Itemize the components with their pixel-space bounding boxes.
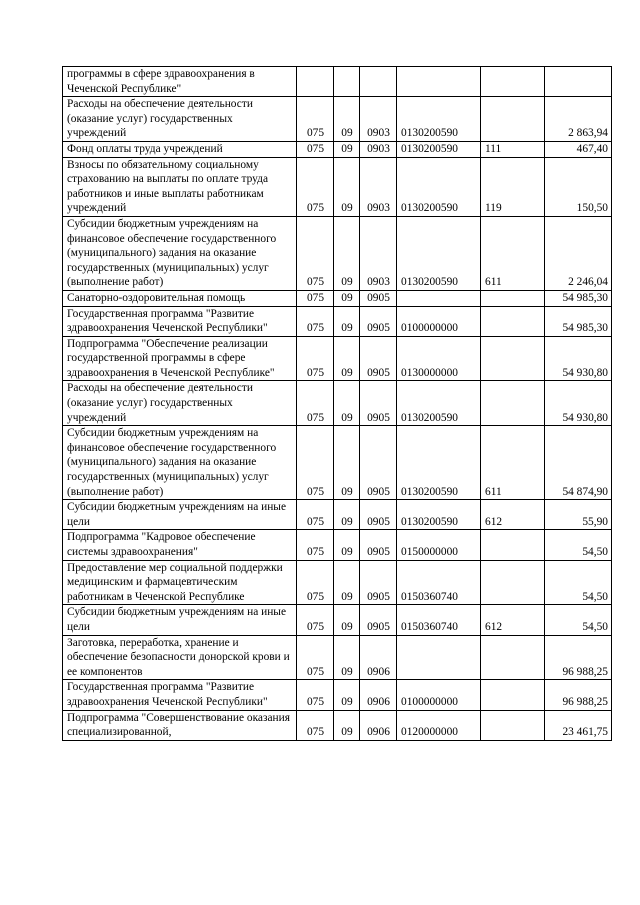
row-csr-code: 0150360740 — [397, 560, 481, 605]
row-rz-code: 09 — [334, 500, 360, 530]
row-sum: 150,50 — [545, 157, 612, 216]
row-name: Субсидии бюджетным учреждениям на иные цели — [63, 605, 297, 635]
row-pr-code: 0905 — [360, 530, 397, 560]
row-gr-code: 075 — [297, 605, 334, 635]
row-name: Расходы на обеспечение деятельности (оказание услуг) государственных учреждений — [63, 97, 297, 142]
table-row — [63, 635, 612, 680]
row-csr-code: 0100000000 — [397, 680, 481, 710]
row-pr-code: 0903 — [360, 97, 397, 142]
table-row — [63, 605, 612, 635]
table-row — [63, 216, 612, 290]
row-sum: 2 863,94 — [545, 97, 612, 142]
row-vr-code — [481, 560, 545, 605]
row-sum: 2 246,04 — [545, 216, 612, 290]
row-pr-code: 0905 — [360, 381, 397, 426]
table-row — [63, 530, 612, 560]
row-sum: 54,50 — [545, 530, 612, 560]
row-sum: 55,90 — [545, 500, 612, 530]
row-pr-code: 0906 — [360, 680, 397, 710]
row-pr-code: 0906 — [360, 710, 397, 740]
row-vr-code — [481, 635, 545, 680]
row-rz-code: 09 — [334, 290, 360, 306]
row-sum: 467,40 — [545, 141, 612, 157]
table-body — [63, 67, 612, 741]
row-csr-code: 0130000000 — [397, 336, 481, 381]
row-rz-code: 09 — [334, 605, 360, 635]
row-name: Государственная программа "Развитие здравоохранения Чеченской Республики" — [63, 680, 297, 710]
row-name: Фонд оплаты труда учреждений — [63, 141, 297, 157]
row-vr-code: 612 — [481, 605, 545, 635]
row-vr-code — [481, 680, 545, 710]
row-vr-code — [481, 97, 545, 142]
row-name: Субсидии бюджетным учреждениям на иные цели — [63, 500, 297, 530]
row-pr-code: 0905 — [360, 500, 397, 530]
row-csr-code: 0130200590 — [397, 157, 481, 216]
row-rz-code: 09 — [334, 381, 360, 426]
row-pr-code: 0906 — [360, 635, 397, 680]
row-gr-code: 075 — [297, 530, 334, 560]
row-rz-code: 09 — [334, 680, 360, 710]
row-name: Подпрограмма "Совершенствование оказания специализированной, — [63, 710, 297, 740]
row-csr-code: 0130200590 — [397, 500, 481, 530]
row-pr-code: 0903 — [360, 157, 397, 216]
row-vr-code — [481, 67, 545, 97]
row-csr-code: 0150000000 — [397, 530, 481, 560]
table-row — [63, 67, 612, 97]
row-gr-code: 075 — [297, 336, 334, 381]
row-gr-code: 075 — [297, 306, 334, 336]
row-gr-code: 075 — [297, 680, 334, 710]
row-sum: 54 874,90 — [545, 426, 612, 500]
row-name: Государственная программа "Развитие здравоохранения Чеченской Республики" — [63, 306, 297, 336]
table-row — [63, 157, 612, 216]
row-gr-code: 075 — [297, 157, 334, 216]
budget-table — [62, 66, 612, 741]
row-vr-code: 612 — [481, 500, 545, 530]
row-vr-code — [481, 290, 545, 306]
row-gr-code: 075 — [297, 381, 334, 426]
row-sum: 96 988,25 — [545, 680, 612, 710]
row-rz-code: 09 — [334, 306, 360, 336]
row-pr-code: 0905 — [360, 336, 397, 381]
row-name: Расходы на обеспечение деятельности (оказание услуг) государственных учреждений — [63, 381, 297, 426]
table-row — [63, 381, 612, 426]
row-vr-code — [481, 336, 545, 381]
row-pr-code: 0905 — [360, 560, 397, 605]
row-gr-code: 075 — [297, 290, 334, 306]
table-row — [63, 680, 612, 710]
row-pr-code — [360, 67, 397, 97]
row-vr-code: 611 — [481, 216, 545, 290]
row-csr-code: 0130200590 — [397, 216, 481, 290]
row-gr-code: 075 — [297, 216, 334, 290]
row-csr-code: 0130200590 — [397, 141, 481, 157]
row-vr-code: 111 — [481, 141, 545, 157]
row-csr-code: 0130200590 — [397, 381, 481, 426]
table-row — [63, 426, 612, 500]
row-rz-code: 09 — [334, 336, 360, 381]
row-gr-code: 075 — [297, 426, 334, 500]
table-row — [63, 141, 612, 157]
row-pr-code: 0905 — [360, 426, 397, 500]
row-gr-code: 075 — [297, 97, 334, 142]
row-vr-code — [481, 381, 545, 426]
row-sum: 54,50 — [545, 560, 612, 605]
row-pr-code: 0903 — [360, 141, 397, 157]
row-csr-code — [397, 290, 481, 306]
row-sum: 54 930,80 — [545, 336, 612, 381]
row-rz-code: 09 — [334, 635, 360, 680]
row-rz-code — [334, 67, 360, 97]
row-name: Взносы по обязательному социальному страхованию на выплаты по оплате труда работников и иные выплаты работникам учреждений — [63, 157, 297, 216]
row-name: Предоставление мер социальной поддержки медицинским и фармацевтическим работникам в Чеченской Республике — [63, 560, 297, 605]
row-csr-code — [397, 635, 481, 680]
row-rz-code: 09 — [334, 560, 360, 605]
row-rz-code: 09 — [334, 157, 360, 216]
row-vr-code — [481, 306, 545, 336]
table-row — [63, 710, 612, 740]
table-row — [63, 97, 612, 142]
row-name: Подпрограмма "Кадровое обеспечение системы здравоохранения" — [63, 530, 297, 560]
row-rz-code: 09 — [334, 530, 360, 560]
row-vr-code: 119 — [481, 157, 545, 216]
table-row — [63, 560, 612, 605]
row-rz-code: 09 — [334, 710, 360, 740]
row-vr-code: 611 — [481, 426, 545, 500]
row-name: Субсидии бюджетным учреждениям на финансовое обеспечение государственного (муниципального) задания на оказание государственных (муниципальных) услуг (выполнение работ) — [63, 216, 297, 290]
row-csr-code: 0150360740 — [397, 605, 481, 635]
row-sum: 96 988,25 — [545, 635, 612, 680]
row-sum: 54,50 — [545, 605, 612, 635]
row-sum: 54 985,30 — [545, 290, 612, 306]
table-row — [63, 500, 612, 530]
row-vr-code — [481, 710, 545, 740]
table-row — [63, 306, 612, 336]
row-sum: 23 461,75 — [545, 710, 612, 740]
table-row — [63, 336, 612, 381]
row-pr-code: 0905 — [360, 605, 397, 635]
row-name: Санаторно-оздоровительная помощь — [63, 290, 297, 306]
row-pr-code: 0905 — [360, 290, 397, 306]
row-csr-code — [397, 67, 481, 97]
row-gr-code — [297, 67, 334, 97]
row-name: Подпрограмма "Обеспечение реализации государственной программы в сфере здравоохранения в Чеченской Республике" — [63, 336, 297, 381]
row-name: Заготовка, переработка, хранение и обеспечение безопасности донорской крови и ее компонентов — [63, 635, 297, 680]
row-rz-code: 09 — [334, 426, 360, 500]
row-gr-code: 075 — [297, 500, 334, 530]
row-rz-code: 09 — [334, 97, 360, 142]
row-pr-code: 0905 — [360, 306, 397, 336]
row-pr-code: 0903 — [360, 216, 397, 290]
row-gr-code: 075 — [297, 635, 334, 680]
row-csr-code: 0130200590 — [397, 97, 481, 142]
row-sum — [545, 67, 612, 97]
row-gr-code: 075 — [297, 141, 334, 157]
row-rz-code: 09 — [334, 141, 360, 157]
row-gr-code: 075 — [297, 710, 334, 740]
row-name: Субсидии бюджетным учреждениям на финансовое обеспечение государственного (муниципального) задания на оказание государственных (муниципальных) услуг (выполнение работ) — [63, 426, 297, 500]
row-csr-code: 0120000000 — [397, 710, 481, 740]
row-vr-code — [481, 530, 545, 560]
row-sum: 54 930,80 — [545, 381, 612, 426]
row-csr-code: 0100000000 — [397, 306, 481, 336]
row-gr-code: 075 — [297, 560, 334, 605]
row-name: программы в сфере здравоохранения в Чеченской Республике" — [63, 67, 297, 97]
row-sum: 54 985,30 — [545, 306, 612, 336]
row-rz-code: 09 — [334, 216, 360, 290]
row-csr-code: 0130200590 — [397, 426, 481, 500]
table-row — [63, 290, 612, 306]
